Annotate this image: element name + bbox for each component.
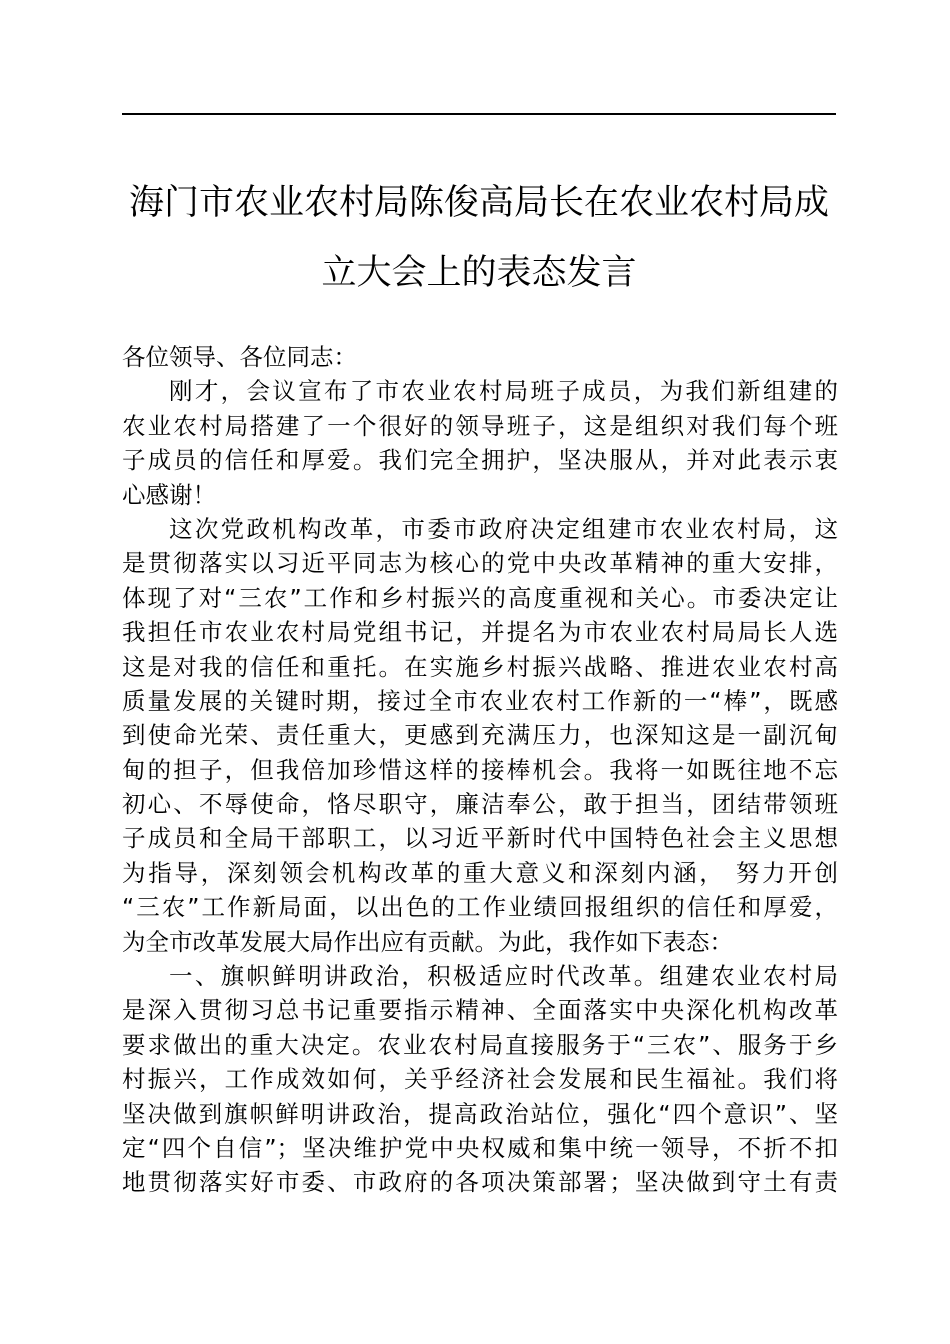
paragraph-2-line: 甸的担子，但我倍加珍惜这样的接棒机会。我将一如既往地不忘 xyxy=(122,755,838,784)
paragraph-3-line: 要求做出的重大决定。农业农村局直接服务于“三农”、服务于乡 xyxy=(122,1030,838,1059)
paragraph-2-line: 到使命光荣、责任重大，更感到充满压力，也深知这是一副沉甸 xyxy=(122,721,838,750)
paragraph-2-line: “三农”工作新局面，以出色的工作业绩回报组织的信任和厚爱， xyxy=(122,893,838,922)
paragraph-2-line: 子成员和全局干部职工，以习近平新时代中国特色社会主义思想 xyxy=(122,824,838,853)
paragraph-1-line: 刚才，会议宣布了市农业农村局班子成员，为我们新组建的 xyxy=(169,377,838,406)
title-line: 海门市农业农村局陈俊高局长在农业农村局成 xyxy=(128,183,829,223)
paragraph-3-line: 村振兴，工作成效如何，关乎经济社会发展和民生福祉。我们将 xyxy=(122,1065,838,1094)
header-rule xyxy=(122,113,836,115)
paragraph-2-line: 质量发展的关键时期，接过全市农业农村工作新的一“棒”，既感 xyxy=(122,686,838,715)
paragraph-2-line: 我担任市农业农村局党组书记，并提名为市农业农村局局长人选 xyxy=(122,618,838,647)
paragraph-3-line: 地贯彻落实好市委、市政府的各项决策部署；坚决做到守土有责 xyxy=(122,1168,838,1197)
paragraph-2-line: 体现了对“三农”工作和乡村振兴的高度重视和关心。市委决定让 xyxy=(122,583,838,612)
paragraph-2-line: 为指导，深刻领会机构改革的重大意义和深刻内涵， 努力开创 xyxy=(122,858,838,887)
paragraph-1-line: 心感谢！ xyxy=(122,480,216,509)
paragraph-2-line: 初心、不辱使命，恪尽职守，廉洁奉公，敢于担当，团结带领班 xyxy=(122,790,838,819)
paragraph-2-line: 这是对我的信任和重托。在实施乡村振兴战略、推进农业农村高 xyxy=(122,652,838,681)
paragraph-2-line: 为全市改革发展大局作出应有贡献。为此，我作如下表态： xyxy=(122,927,733,956)
paragraph-1-line: 农业农村局搭建了一个很好的领导班子，这是组织对我们每个班 xyxy=(122,411,838,440)
paragraph-3-line: 坚决做到旗帜鲜明讲政治，提高政治站位，强化“四个意识”、坚 xyxy=(122,1099,838,1128)
paragraph-2-line: 这次党政机构改革，市委市政府决定组建市农业农村局，这 xyxy=(169,514,838,543)
paragraph-2-line: 是贯彻落实以习近平同志为核心的党中央改革精神的重大安排， xyxy=(122,549,838,578)
paragraph-3-line: 定“四个自信”；坚决维护党中央权威和集中统一领导，不折不扣 xyxy=(122,1133,838,1162)
salutation: 各位领导、各位同志： xyxy=(122,343,357,371)
document-title xyxy=(110,168,848,308)
paragraph-1-line: 子成员的信任和厚爱。我们完全拥护，坚决服从，并对此表示衷 xyxy=(122,446,838,475)
paragraph-3-line: 一、旗帜鲜明讲政治，积极适应时代改革。组建农业农村局 xyxy=(169,962,838,991)
document-body xyxy=(122,340,838,1200)
title-line: 立大会上的表态发言 xyxy=(321,253,637,293)
paragraph-3-line: 是深入贯彻习总书记重要指示精神、全面落实中央深化机构改革 xyxy=(122,996,838,1025)
